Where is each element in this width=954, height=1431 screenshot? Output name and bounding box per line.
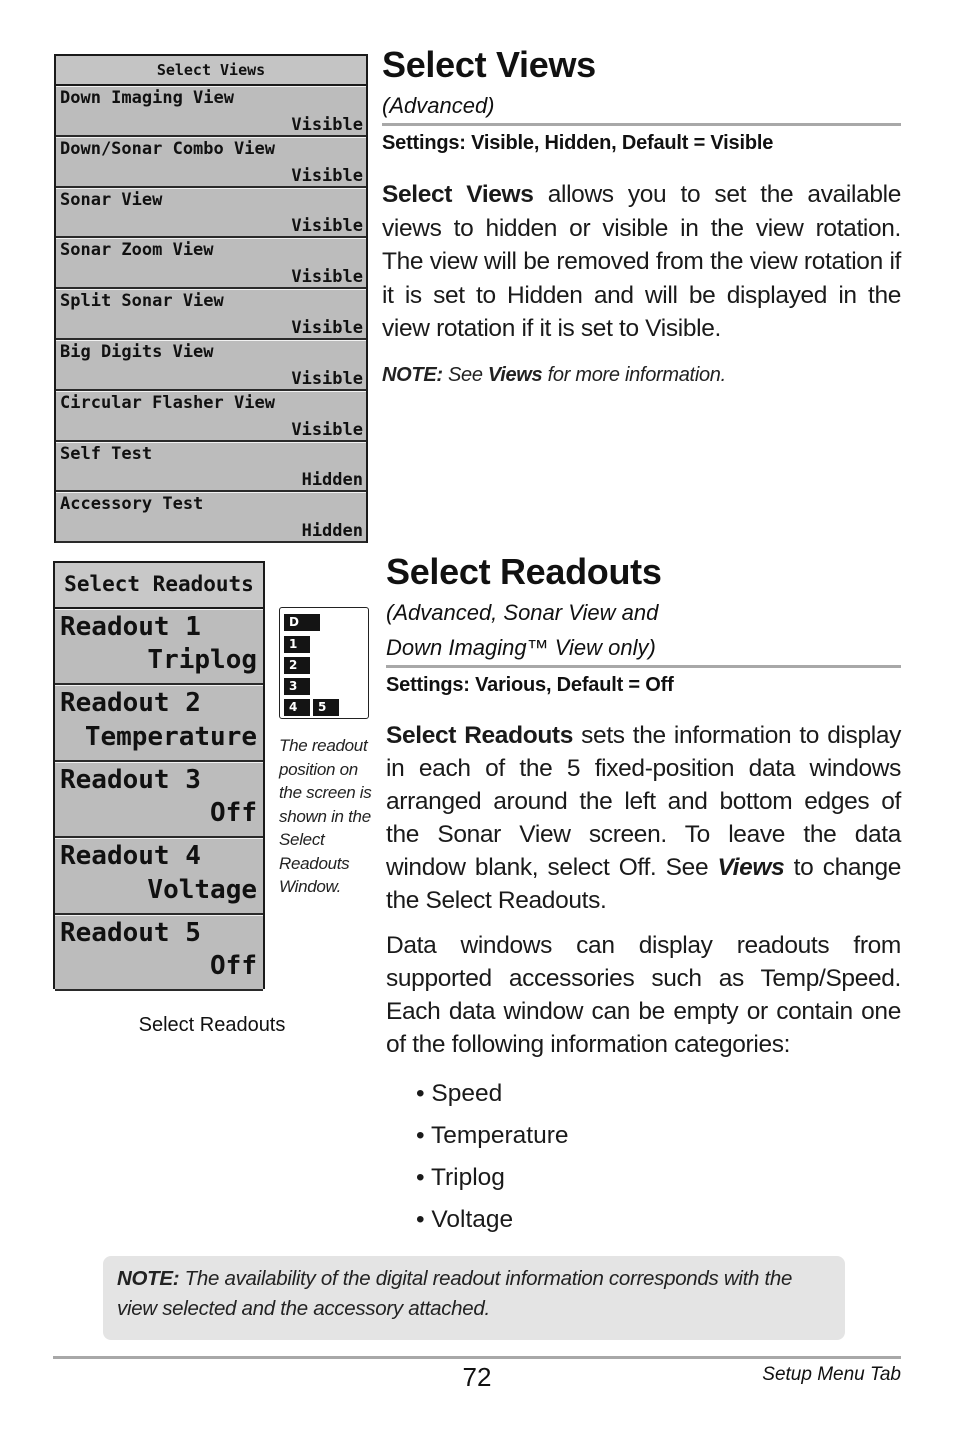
menu-item-label: Self Test [60,443,153,464]
menu-item-value: Visible [291,317,363,338]
note-label: NOTE: [382,364,443,386]
select-views-settings: Settings: Visible, Hidden, Default = Visible [382,132,774,154]
description-text: to change the Select Readouts. [386,854,901,914]
select-readouts-heading: Select Readouts [386,551,662,592]
menu-item-label: Sonar Zoom View [60,240,214,261]
menu-item-value: Temperature [84,721,257,752]
note-text: The availability of the digital readout information corresponds with the view selected and the accessory attached. [117,1267,793,1320]
menu-item-label: Readout 1 [60,612,201,642]
menu-item[interactable] [56,86,366,137]
note-label: NOTE: [117,1267,180,1290]
menu-item-value: Hidden [301,521,363,542]
menu-item-value: Visible [291,368,363,389]
views-link[interactable]: Views [717,854,785,881]
list-item: • Voltage [416,1206,514,1233]
page-number: 72 [462,1362,492,1392]
position-cell: D [284,614,320,631]
list-item: • Speed [416,1080,503,1107]
select-views-menu [54,54,368,543]
menu-item[interactable] [56,238,366,289]
position-diagram-caption: The readout position on the screen is shown in the Select Readouts Window. [279,736,372,896]
note-text: for more information. [542,364,726,386]
select-views-menu-title: Select Views [56,56,366,86]
menu-item-value: Off [210,798,257,829]
select-readouts-description [386,719,901,917]
menu-item[interactable] [55,838,263,914]
select-views-note [382,364,726,387]
list-item: • Temperature [416,1122,569,1149]
menu-item-label: Readout 2 [60,688,201,719]
section-rule [382,123,901,126]
menu-item-label: Accessory Test [60,494,204,515]
menu-item-label: Readout 4 [60,841,201,872]
menu-item[interactable] [56,289,366,340]
menu-item[interactable] [55,609,263,685]
position-cell: 4 [284,699,310,716]
term: Select Views [382,181,534,208]
select-readouts-figure-caption: Select Readouts [138,1014,286,1036]
menu-item[interactable] [56,492,366,543]
menu-item[interactable] [55,762,263,838]
menu-item-value: Visible [291,419,363,440]
menu-item-value: Triplog [147,645,257,676]
select-views-heading: Select Views [382,44,596,85]
menu-item-label: Readout 3 [60,764,201,795]
position-cell: 5 [313,699,339,716]
menu-item-value: Visible [291,267,363,288]
description-text: allows you to set the available views to hidden or visible in the view rotation. The view will be removed from the view rotation if it is set to Hidden and will be displayed in the view rotation if it is set to Visible. [382,181,901,342]
menu-item-value: Visible [291,114,363,135]
list-item: • Triplog [416,1164,505,1191]
menu-item[interactable] [56,137,366,188]
select-views-description [382,178,901,346]
menu-item-value: Visible [291,216,363,237]
menu-item-value: Voltage [147,874,257,905]
menu-item-value: Visible [291,165,363,186]
menu-item[interactable] [56,188,366,239]
menu-item[interactable] [55,915,263,991]
select-readouts-settings: Settings: Various, Default = Off [386,674,674,696]
menu-item-label: Readout 5 [60,917,201,948]
category-list [416,1078,568,1246]
menu-item[interactable] [56,442,366,493]
menu-item-value: Off [210,950,257,981]
select-readouts-menu [53,561,265,989]
menu-item[interactable] [56,391,366,442]
menu-item-value: Hidden [301,470,363,491]
menu-item-label: Sonar View [60,189,163,210]
select-views-qualifier: (Advanced) [382,93,495,118]
menu-item[interactable] [55,685,263,761]
select-readouts-menu-title: Select Readouts [55,563,263,609]
note-link[interactable]: Views [487,364,543,386]
select-readouts-qualifier: Down Imaging™ View only) [386,635,656,660]
section-rule [386,665,901,668]
readout-position-diagram [279,607,369,719]
menu-item[interactable] [56,340,366,391]
menu-item-label: Down/Sonar Combo View [60,138,275,159]
menu-item-label: Circular Flasher View [60,392,275,413]
position-cell: 3 [284,678,310,695]
menu-item-label: Down Imaging View [60,88,234,108]
menu-item-label: Split Sonar View [60,291,224,312]
position-cell: 2 [284,657,310,674]
availability-note [103,1256,845,1340]
position-cell: 1 [284,636,310,653]
select-readouts-qualifier: (Advanced, Sonar View and [386,600,659,625]
menu-item-label: Big Digits View [60,341,214,362]
data-windows-paragraph: Data windows can display readouts from supported accessories such as Temp/Speed. Each data window can be empty or contain one of the following information categories: [386,932,901,1058]
footer-section-title: Setup Menu Tab [762,1364,901,1385]
term: Select Readouts [386,722,574,749]
footer-rule [53,1356,901,1359]
note-text: See [442,364,488,386]
description-text: sets the information to display in each of the 5 fixed-position data windows arranged around the left and bottom edges of the Sonar View screen. To leave the data window blank, select Off. See [386,722,902,881]
